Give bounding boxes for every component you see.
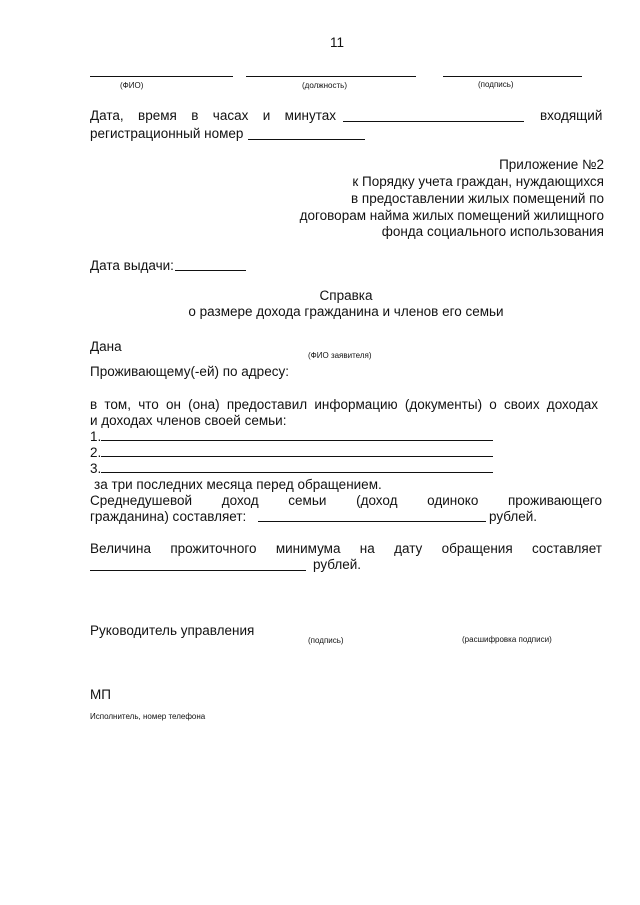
subsistence-line-1: Величина прожиточного минимума на дату обращения составляет [90, 541, 602, 556]
info-text-line-1: в том, что он (она) предоставил информацию (документы) о своих доходах [90, 397, 598, 412]
executor-label: Исполнитель, номер телефона [90, 712, 206, 721]
given-label: Дана [90, 339, 122, 354]
subsistence-currency: рублей. [313, 557, 362, 572]
avg-income-line-1: Среднедушевой доход семьи (доход одиноко проживающего [90, 493, 602, 508]
info-text-line-2: и доходах членов своей семьи: [90, 413, 287, 428]
avg-income-line[interactable] [258, 521, 486, 522]
applicant-caption: (ФИО заявителя) [308, 351, 372, 360]
certificate-title: Справка [319, 288, 373, 303]
certificate-subtitle: о размере дохода гражданина и членов его семьи [188, 304, 504, 319]
position-line[interactable] [246, 76, 416, 77]
subsistence-value-line[interactable] [90, 570, 306, 571]
appendix-line-1: к Порядку учета граждан, нуждающихся [352, 174, 604, 189]
avg-income-label: гражданина) составляет: [90, 509, 247, 524]
appendix-line-2: в предоставлении жилых помещений по [351, 191, 604, 206]
head-decoding-caption: (расшифровка подписи) [462, 635, 552, 644]
head-signature-caption: (подпись) [308, 636, 344, 645]
registration-label-right: входящий [540, 108, 603, 123]
family-member-line-3[interactable] [101, 472, 493, 473]
stamp-label: МП [90, 687, 111, 702]
residing-label: Проживающему(-ей) по адресу: [90, 364, 289, 379]
signature-caption: (подпись) [478, 80, 514, 89]
appendix-line-4: фонда социального использования [381, 224, 604, 239]
appendix-line-3: договорам найма жилых помещений жилищного [299, 208, 604, 223]
family-member-line-2[interactable] [101, 456, 493, 457]
issue-date-label: Дата выдачи: [90, 258, 174, 273]
position-caption: (должность) [302, 81, 347, 90]
registration-datetime-line[interactable] [343, 121, 524, 122]
page-number: 11 [330, 35, 345, 50]
family-member-line-1[interactable] [101, 440, 493, 441]
fio-line[interactable] [90, 76, 233, 77]
period-text: за три последних месяца перед обращением. [94, 477, 382, 492]
fio-caption: (ФИО) [120, 81, 144, 90]
registration-number-line[interactable] [248, 139, 365, 140]
signature-line[interactable] [443, 76, 582, 77]
list-number-2: 2. [90, 445, 102, 460]
list-number-1: 1. [90, 429, 102, 444]
appendix-title: Приложение №2 [499, 157, 604, 172]
issue-date-line[interactable] [175, 270, 246, 271]
registration-number-label: регистрационный номер [90, 126, 244, 141]
head-label: Руководитель управления [90, 623, 255, 638]
list-number-3: 3. [90, 461, 102, 476]
avg-income-currency: рублей. [489, 509, 538, 524]
registration-label-left: Дата, время в часах и минутах [90, 108, 336, 123]
